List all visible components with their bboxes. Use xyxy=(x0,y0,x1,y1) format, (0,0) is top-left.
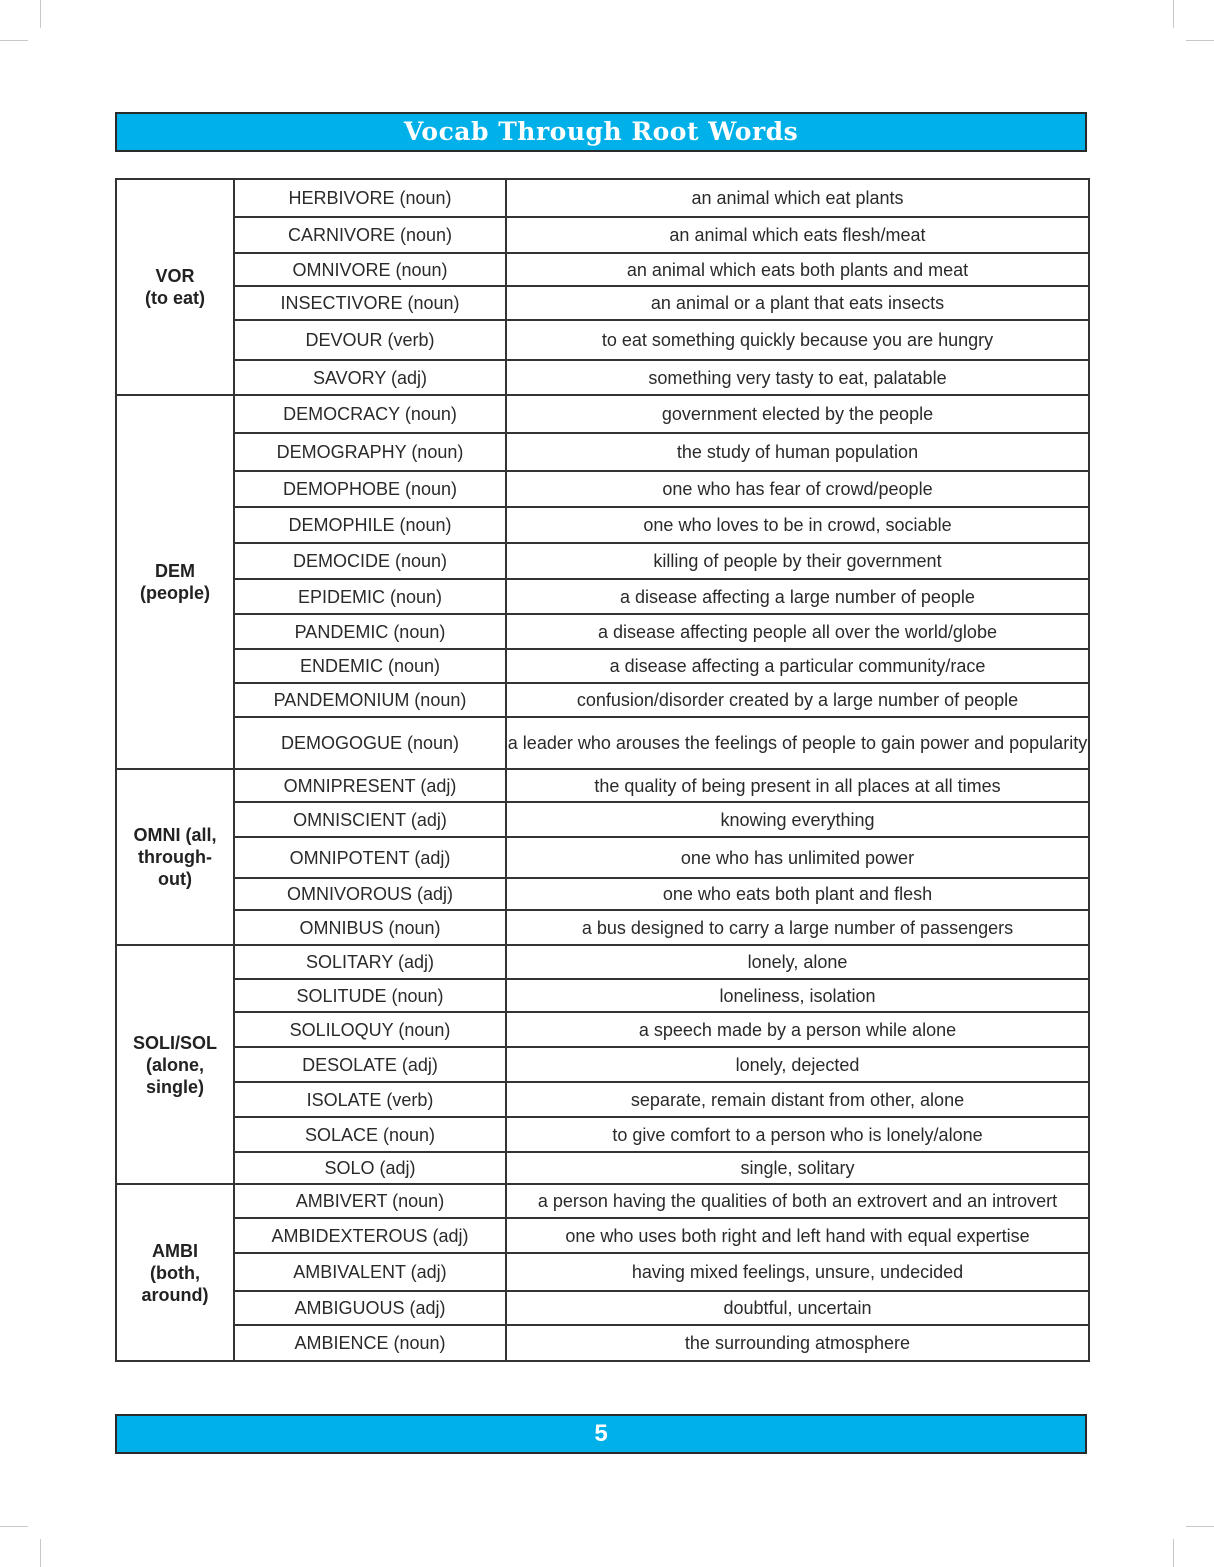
vocab-meaning: knowing everything xyxy=(506,802,1089,837)
table-row xyxy=(116,1218,1089,1253)
vocab-meaning: lonely, dejected xyxy=(506,1047,1089,1082)
vocab-word: DEMOPHILE (noun) xyxy=(234,507,506,543)
root-word: OMNI (all, through- out) xyxy=(133,825,217,889)
table-row xyxy=(116,543,1089,579)
crop-mark xyxy=(40,1539,41,1567)
crop-mark xyxy=(1186,40,1214,41)
crop-mark xyxy=(1173,0,1174,28)
crop-mark xyxy=(1173,1539,1174,1567)
vocab-meaning: the quality of being present in all places at all times xyxy=(506,769,1089,802)
vocab-meaning: one who has unlimited power xyxy=(506,837,1089,878)
vocab-meaning: a disease affecting people all over the world/globe xyxy=(506,614,1089,649)
vocab-word: OMNIPRESENT (adj) xyxy=(234,769,506,802)
table-row xyxy=(116,878,1089,910)
table-row xyxy=(116,433,1089,471)
table-row xyxy=(116,945,1089,979)
table-row xyxy=(116,395,1089,433)
vocab-meaning: one who eats both plant and flesh xyxy=(506,878,1089,910)
root-meaning: (alone, single) xyxy=(145,1054,204,1097)
table-row xyxy=(116,1047,1089,1082)
vocab-word: OMNIVORE (noun) xyxy=(234,253,506,286)
table-row xyxy=(116,1253,1089,1291)
vocab-word: OMNIVOROUS (adj) xyxy=(234,878,506,910)
vocab-meaning: an animal or a plant that eats insects xyxy=(506,286,1089,320)
root-cell xyxy=(116,1184,234,1361)
table-row xyxy=(116,979,1089,1012)
page-number: 5 xyxy=(115,1414,1087,1454)
vocab-word: SOLO (adj) xyxy=(234,1152,506,1184)
vocab-word: PANDEMIC (noun) xyxy=(234,614,506,649)
crop-mark xyxy=(0,1526,28,1527)
vocab-meaning: confusion/disorder created by a large number of people xyxy=(506,683,1089,717)
crop-mark xyxy=(0,40,28,41)
vocab-meaning: an animal which eats both plants and meat xyxy=(506,253,1089,286)
table-row xyxy=(116,320,1089,360)
vocab-word: DEMOCRACY (noun) xyxy=(234,395,506,433)
page-title: Vocab Through Root Words xyxy=(115,112,1087,152)
vocab-meaning: a disease affecting a large number of people xyxy=(506,579,1089,614)
root-meaning: (to eat) xyxy=(145,288,205,308)
vocab-word: HERBIVORE (noun) xyxy=(234,179,506,217)
vocab-meaning: single, solitary xyxy=(506,1152,1089,1184)
vocab-meaning: government elected by the people xyxy=(506,395,1089,433)
vocab-meaning: lonely, alone xyxy=(506,945,1089,979)
vocab-word: CARNIVORE (noun) xyxy=(234,217,506,253)
vocab-meaning: a person having the qualities of both an extrovert and an introvert xyxy=(506,1184,1089,1218)
vocab-meaning: doubtful, uncertain xyxy=(506,1291,1089,1325)
table-row xyxy=(116,717,1089,769)
vocab-word: ENDEMIC (noun) xyxy=(234,649,506,683)
table-row xyxy=(116,1152,1089,1184)
vocab-meaning: one who uses both right and left hand with equal expertise xyxy=(506,1218,1089,1253)
vocab-meaning: one who loves to be in crowd, sociable xyxy=(506,507,1089,543)
root-cell xyxy=(116,769,234,945)
table-row xyxy=(116,1117,1089,1152)
vocab-word: SAVORY (adj) xyxy=(234,360,506,395)
vocab-word: OMNIBUS (noun) xyxy=(234,910,506,945)
crop-mark xyxy=(1186,1526,1214,1527)
vocab-word: DEVOUR (verb) xyxy=(234,320,506,360)
vocab-meaning: an animal which eat plants xyxy=(506,179,1089,217)
table-row xyxy=(116,683,1089,717)
vocab-meaning: a bus designed to carry a large number of passengers xyxy=(506,910,1089,945)
vocab-meaning: to eat something quickly because you are hungry xyxy=(506,320,1089,360)
root-cell xyxy=(116,395,234,769)
vocab-meaning: the surrounding atmosphere xyxy=(506,1325,1089,1361)
vocab-word: OMNISCIENT (adj) xyxy=(234,802,506,837)
vocab-meaning: having mixed feelings, unsure, undecided xyxy=(506,1253,1089,1291)
vocab-table xyxy=(115,178,1090,1362)
vocab-word: SOLITUDE (noun) xyxy=(234,979,506,1012)
vocab-word: AMBIVERT (noun) xyxy=(234,1184,506,1218)
vocab-word: AMBIVALENT (adj) xyxy=(234,1253,506,1291)
vocab-meaning: a disease affecting a particular community/race xyxy=(506,649,1089,683)
vocab-word: PANDEMONIUM (noun) xyxy=(234,683,506,717)
table-row xyxy=(116,1184,1089,1218)
vocab-meaning: the study of human population xyxy=(506,433,1089,471)
vocab-word: AMBIENCE (noun) xyxy=(234,1325,506,1361)
table-row xyxy=(116,507,1089,543)
vocab-word: EPIDEMIC (noun) xyxy=(234,579,506,614)
vocab-meaning: a speech made by a person while alone xyxy=(506,1012,1089,1047)
vocab-word: SOLACE (noun) xyxy=(234,1117,506,1152)
vocab-word: SOLITARY (adj) xyxy=(234,945,506,979)
table-row xyxy=(116,910,1089,945)
vocab-meaning: separate, remain distant from other, alone xyxy=(506,1082,1089,1117)
vocab-word: DEMOGRAPHY (noun) xyxy=(234,433,506,471)
root-cell xyxy=(116,945,234,1184)
vocab-word: AMBIDEXTEROUS (adj) xyxy=(234,1218,506,1253)
table-row xyxy=(116,471,1089,507)
vocab-word: DESOLATE (adj) xyxy=(234,1047,506,1082)
table-row xyxy=(116,253,1089,286)
vocab-meaning: one who has fear of crowd/people xyxy=(506,471,1089,507)
vocab-word: DEMOCIDE (noun) xyxy=(234,543,506,579)
vocab-meaning: loneliness, isolation xyxy=(506,979,1089,1012)
vocab-word: DEMOPHOBE (noun) xyxy=(234,471,506,507)
vocab-word: ISOLATE (verb) xyxy=(234,1082,506,1117)
table-row xyxy=(116,1012,1089,1047)
vocab-word: SOLILOQUY (noun) xyxy=(234,1012,506,1047)
root-word: AMBI xyxy=(152,1240,198,1261)
vocab-word: AMBIGUOUS (adj) xyxy=(234,1291,506,1325)
table-row xyxy=(116,286,1089,320)
root-word: DEM xyxy=(155,561,195,581)
vocab-word: DEMOGOGUE (noun) xyxy=(234,717,506,769)
vocab-word: OMNIPOTENT (adj) xyxy=(234,837,506,878)
vocab-meaning: something very tasty to eat, palatable xyxy=(506,360,1089,395)
table-row xyxy=(116,1325,1089,1361)
table-row xyxy=(116,614,1089,649)
vocab-word: INSECTIVORE (noun) xyxy=(234,286,506,320)
table-row xyxy=(116,1082,1089,1117)
table-row xyxy=(116,1291,1089,1325)
root-word: SOLI/SOL xyxy=(132,1032,217,1053)
table-row xyxy=(116,837,1089,878)
table-row xyxy=(116,649,1089,683)
root-meaning: (both, around) xyxy=(141,1262,209,1305)
table-row xyxy=(116,360,1089,395)
vocab-meaning: killing of people by their government xyxy=(506,543,1089,579)
table-row xyxy=(116,769,1089,802)
root-cell xyxy=(116,179,234,395)
vocab-meaning: an animal which eats flesh/meat xyxy=(506,217,1089,253)
root-meaning: (people) xyxy=(140,583,210,603)
root-word: VOR xyxy=(155,266,195,286)
vocab-meaning: to give comfort to a person who is lonely/alone xyxy=(506,1117,1089,1152)
table-row xyxy=(116,179,1089,217)
table-row xyxy=(116,217,1089,253)
table-row xyxy=(116,802,1089,837)
vocab-meaning: a leader who arouses the feelings of people to gain power and popularity xyxy=(506,717,1089,769)
crop-mark xyxy=(40,0,41,28)
table-row xyxy=(116,579,1089,614)
